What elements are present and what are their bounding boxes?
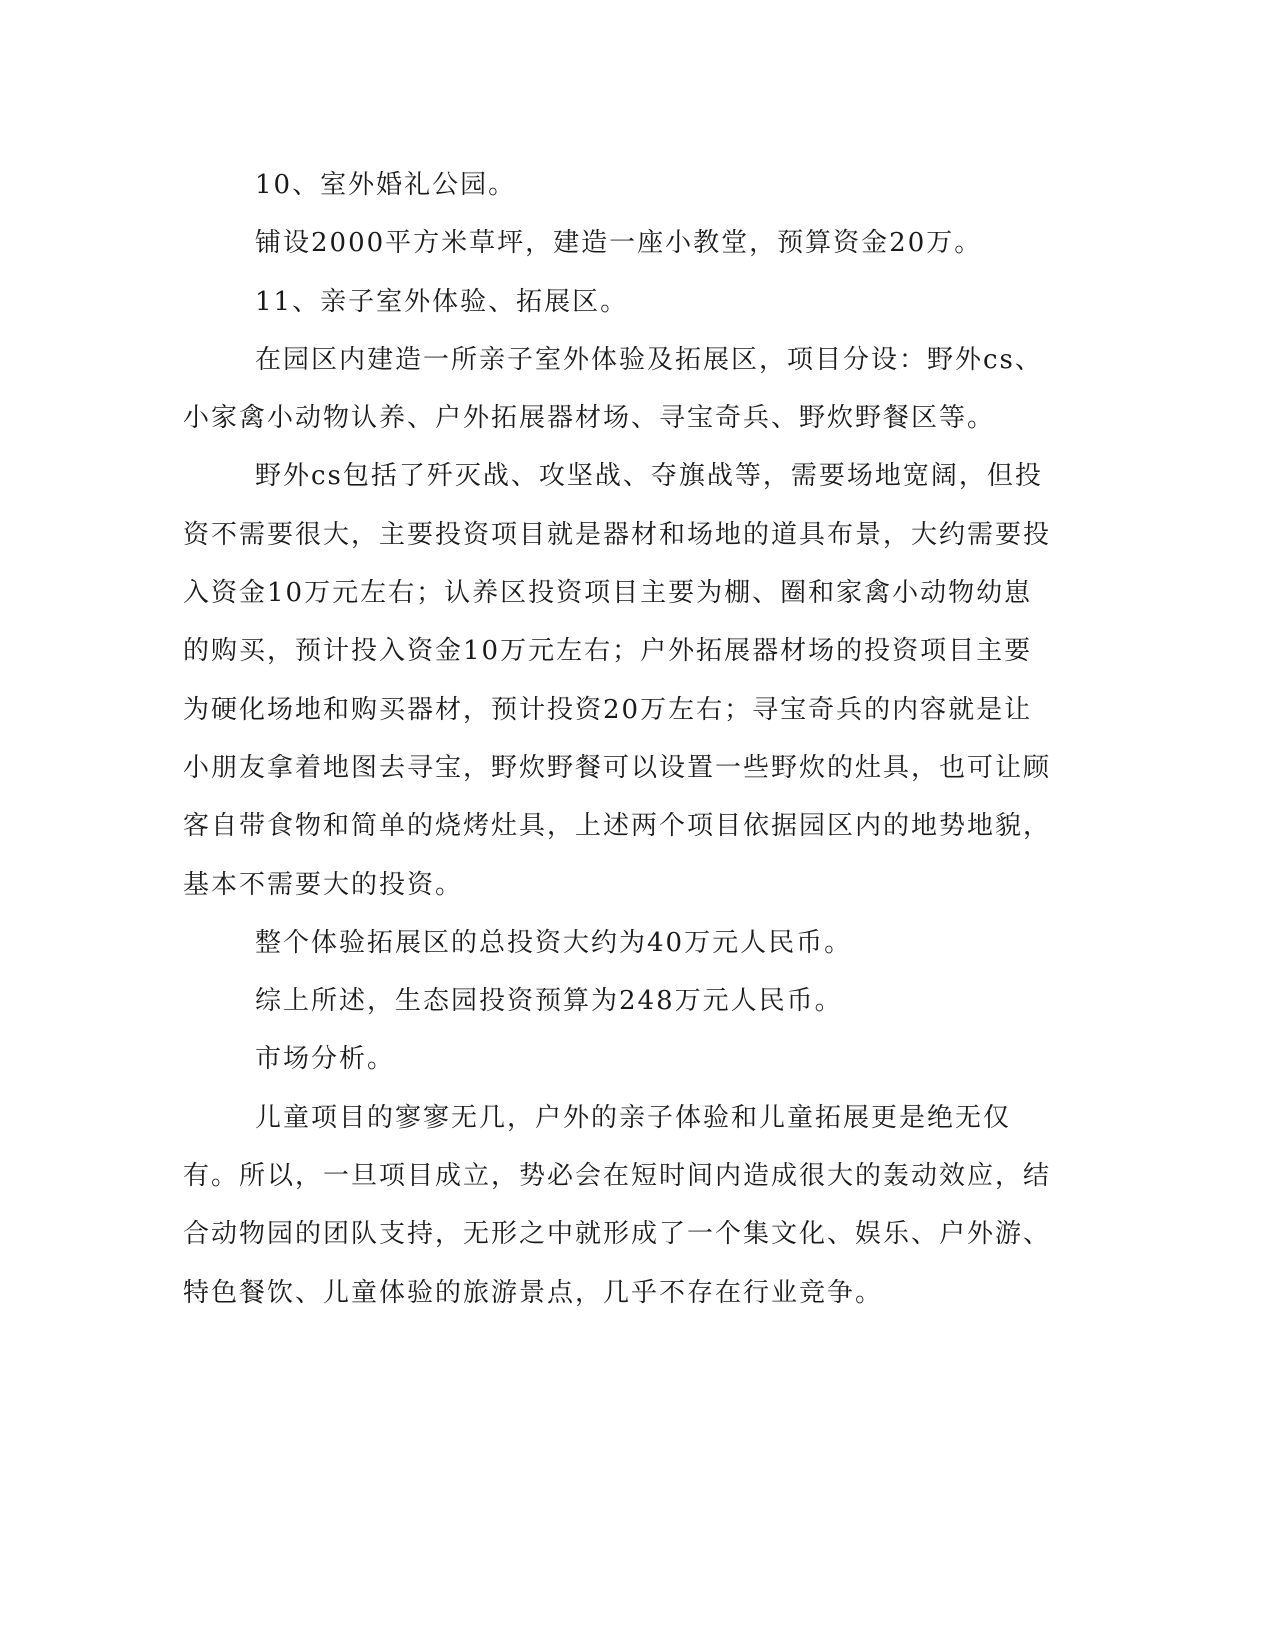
- paragraph-experience-area-investment: 野外cs包括了歼灭战、攻坚战、夺旗战等，需要场地宽阔，但投资不需要很大，主要投资项目就是器材和场地的道具布景，大约需要投入资金10万元左右；认养区投资项目主要为棚、圈和家禽小动物幼崽的购买，预计投入资金10万元左右；户外拓展器材场的投资项目主要为硬化场地和购买器材，预计投资20万左右；寻宝奇兵的内容就是让小朋友拿着地图去寻宝，野炊野餐可以设置一些野炊的灶具，也可让顾客自带食物和简单的烧烤灶具，上述两个项目依据园区内的地势地貌，基本不需要大的投资。: [183, 461, 1052, 900]
- paragraph-market-analysis: 儿童项目的寥寥无几，户外的亲子体验和儿童拓展更是绝无仅有。所以，一旦项目成立，势必会在短时间内造成很大的轰动效应，结合动物园的团队支持，无形之中就形成了一个集文化、娱乐、户外游、特色餐饮、儿童体验的旅游景点，几乎不存在行业竞争。: [183, 1102, 1052, 1308]
- paragraph-overall-budget: 综上所述，生态园投资预算为248万元人民币。: [255, 986, 843, 1017]
- heading-family-experience-area: 11、亲子室外体验、拓展区。: [255, 286, 629, 317]
- heading-outdoor-wedding-park: 10、室外婚礼公园。: [255, 170, 517, 200]
- paragraph-experience-area-projects: 在园区内建造一所亲子室外体验及拓展区，项目分设：野外cs、小家禽小动物认养、户外拓展器材场、寻宝奇兵、野炊野餐区等。: [183, 344, 1043, 434]
- paragraph-wedding-park-budget: 铺设2000平方米草坪，建造一座小教堂，预算资金20万。: [255, 228, 983, 259]
- document-body: [183, 156, 1053, 1322]
- heading-market-analysis: 市场分析。: [255, 1044, 396, 1075]
- paragraph-experience-area-total: 整个体验拓展区的总投资大约为40万元人民币。: [255, 927, 853, 958]
